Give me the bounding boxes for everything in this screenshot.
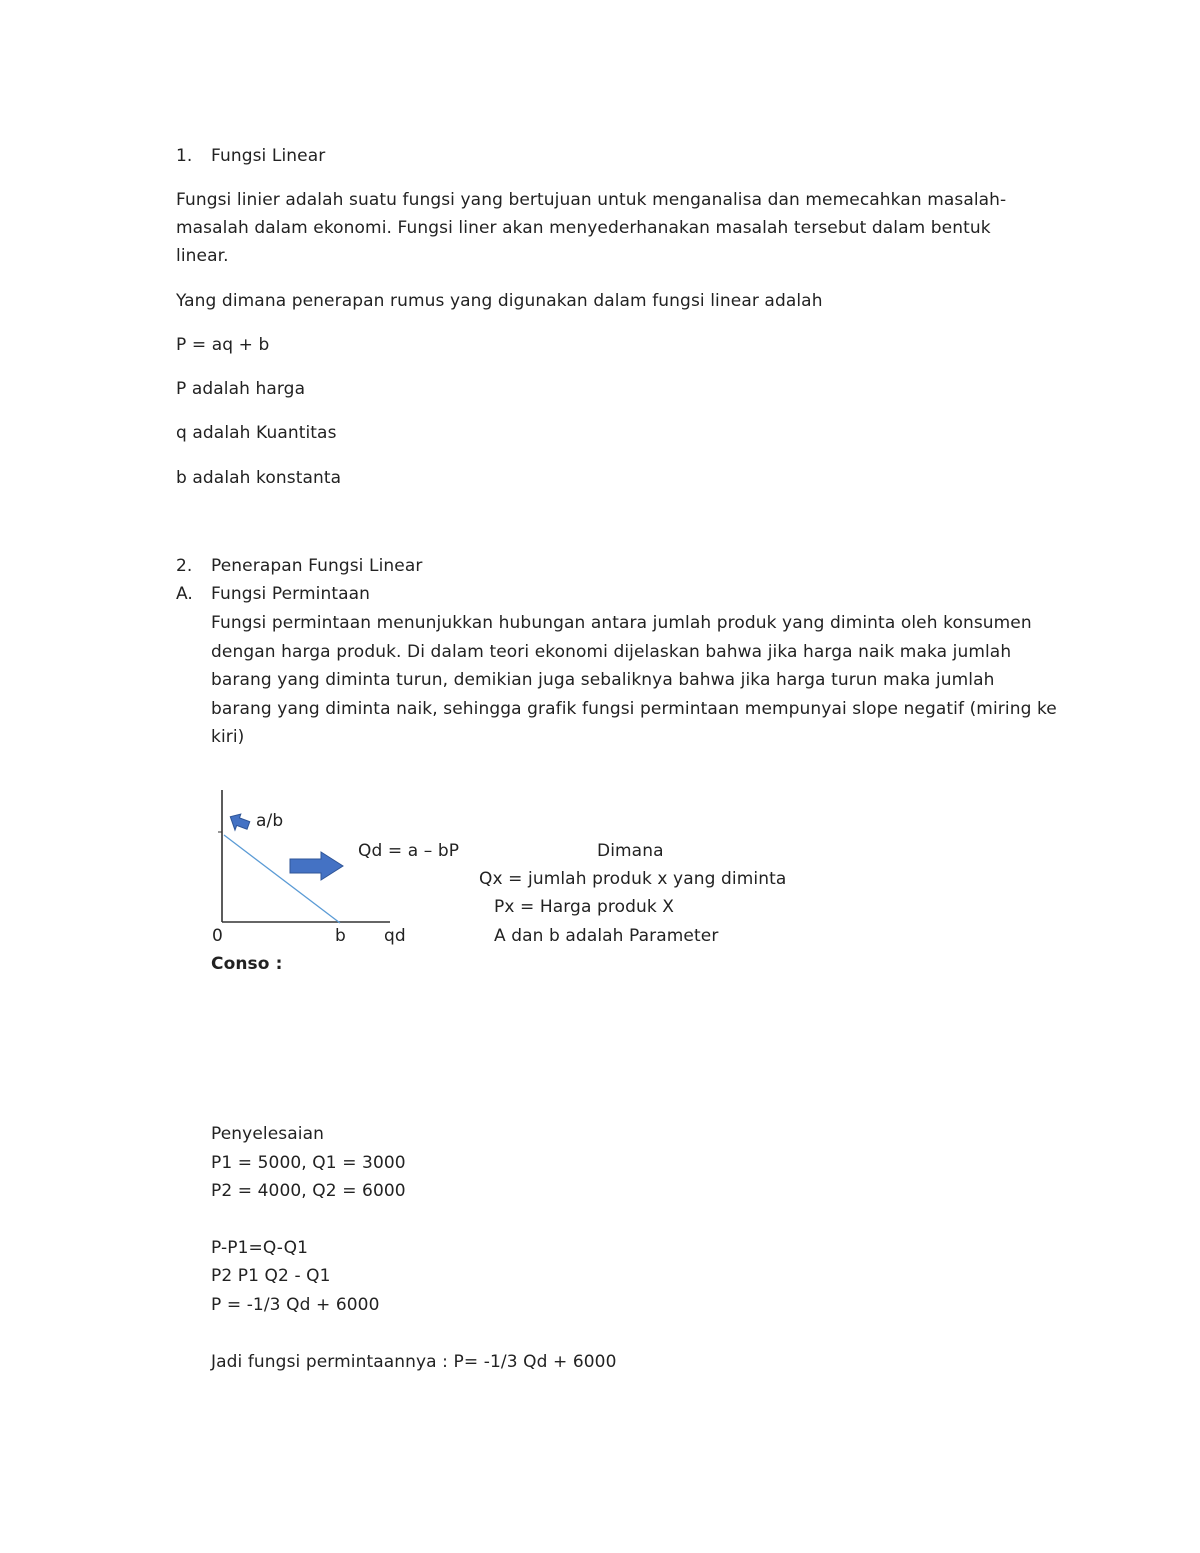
formula: P = aq + b [176,335,270,355]
section1-paragraph-line-1: Fungsi linier adalah suatu fungsi yang bertujuan untuk menganalisa dan memecahkan masalah- [176,190,1007,210]
origin-label: 0 [212,926,223,946]
section2-paragraph-line-5: kiri) [211,727,245,747]
dimana-line-qx: Qx = jumlah produk x yang diminta [479,869,787,889]
dimana-line-param: A dan b adalah Parameter [494,926,719,946]
section2-paragraph-line-1: Fungsi permintaan menunjukkan hubungan antara jumlah produk yang diminta oleh konsumen [211,613,1032,633]
x-axis-label: qd [384,926,406,946]
section1-paragraph-line-2: masalah dalam ekonomi. Fungsi liner akan menyederhanakan masalah tersebut dalam bentuk [176,218,991,238]
right-arrow-icon [289,850,345,882]
section1-paragraph-line-3: linear. [176,246,229,266]
step-line-1: P-P1=Q-Q1 [211,1238,309,1258]
section2-title: Penerapan Fungsi Linear [211,556,423,576]
section1-number: 1. [176,146,193,166]
y-intercept-label: a/b [256,811,284,831]
formula-intro: Yang dimana penerapan rumus yang digunakan dalam fungsi linear adalah [176,291,823,311]
x-intercept-label: b [335,926,346,946]
definition-b: b adalah konstanta [176,468,342,488]
demand-equation: Qd = a – bP [358,841,460,861]
dimana-heading: Dimana [597,841,664,861]
given-line-2: P2 = 4000, Q2 = 6000 [211,1181,406,1201]
subsection-letter: A. [176,584,193,604]
section2-paragraph-line-3: barang yang diminta turun, demikian juga sebaliknya bahwa jika harga turun maka jumlah [211,670,995,690]
conclusion: Jadi fungsi permintaannya : P= -1/3 Qd + 6000 [211,1352,617,1372]
subsection-title: Fungsi Permintaan [211,584,370,604]
small-arrow-icon [227,811,252,834]
section1-title: Fungsi Linear [211,146,326,166]
section2-number: 2. [176,556,193,576]
step-line-3: P = -1/3 Qd + 6000 [211,1295,380,1315]
right-arrow-shape [290,852,343,880]
section2-paragraph-line-4: barang yang diminta naik, sehingga grafik fungsi permintaan mempunyai slope negatif (miring ke [211,699,1057,719]
definition-q: q adalah Kuantitas [176,423,337,443]
dimana-line-px: Px = Harga produk X [494,897,675,917]
step-line-2: P2 P1 Q2 - Q1 [211,1266,331,1286]
contoh-label: Conso : [211,954,283,974]
solution-heading: Penyelesaian [211,1124,324,1144]
section2-paragraph-line-2: dengan harga produk. Di dalam teori ekonomi dijelaskan bahwa jika harga naik maka jumlah [211,642,1012,662]
definition-p: P adalah harga [176,379,306,399]
given-line-1: P1 = 5000, Q1 = 3000 [211,1153,406,1173]
